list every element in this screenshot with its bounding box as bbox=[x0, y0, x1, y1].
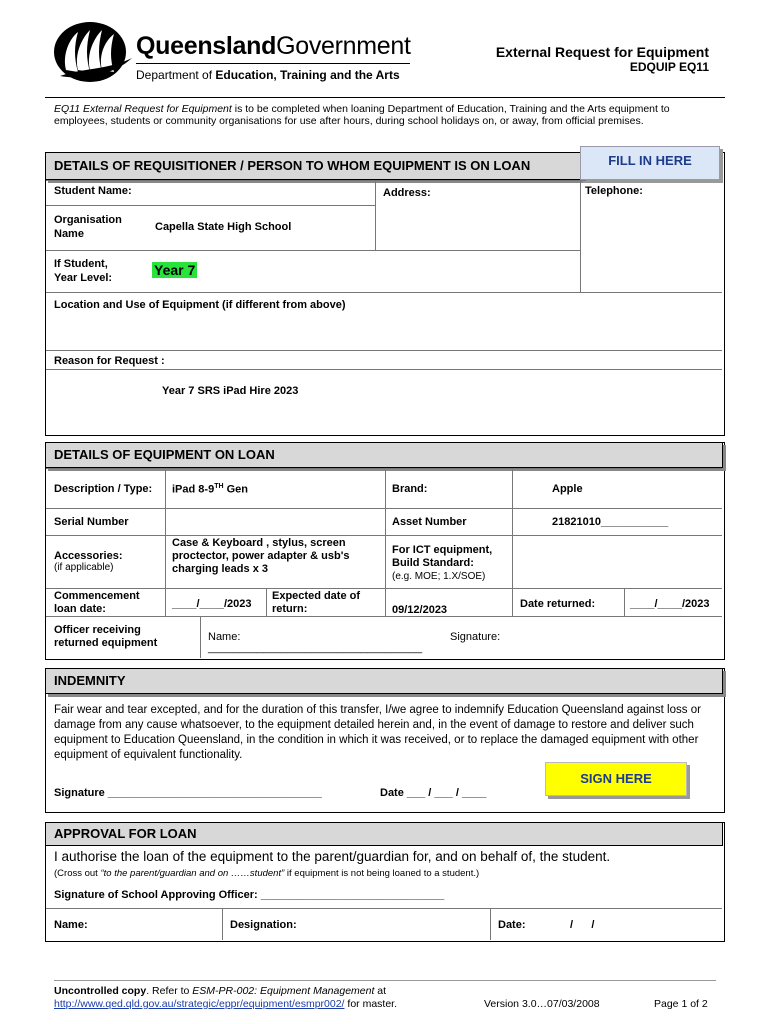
approval-cross-out-note: (Cross out “to the parent/guardian and on ……student” if equipment is not being loaned to a student.) bbox=[54, 868, 480, 879]
row-divider bbox=[46, 350, 722, 351]
col-divider bbox=[266, 588, 267, 616]
footer-version: Version 3.0…07/03/2008 bbox=[484, 998, 600, 1010]
row-divider bbox=[46, 292, 722, 293]
col-divider bbox=[385, 468, 386, 588]
expected-return-label: Expected date of return: bbox=[272, 590, 361, 615]
equipment-heading: DETAILS OF EQUIPMENT ON LOAN bbox=[45, 442, 723, 468]
col-divider bbox=[165, 468, 166, 588]
reason-value[interactable]: Year 7 SRS iPad Hire 2023 bbox=[162, 385, 299, 397]
col-divider bbox=[624, 588, 625, 616]
logo-queensland: Queensland bbox=[136, 32, 277, 60]
student-name-label: Student Name: bbox=[54, 185, 132, 197]
address-field[interactable] bbox=[378, 202, 578, 248]
officer-receiving-label: Officer receiving returned equipment bbox=[54, 624, 158, 649]
description-label: Description / Type: bbox=[54, 483, 153, 495]
row-divider bbox=[46, 508, 722, 509]
logo-underline bbox=[136, 63, 410, 64]
date-returned-label: Date returned: bbox=[520, 598, 596, 610]
row-divider bbox=[46, 616, 722, 617]
expected-return-value[interactable]: 09/12/2023 bbox=[392, 604, 448, 616]
year-level-label: If Student, Year Level: bbox=[54, 258, 113, 284]
accessories-label: Accessories: (if applicable) bbox=[54, 550, 123, 573]
footer-reference: Uncontrolled copy. Refer to ESM-PR-002: Equipment Management at http://www.qed.qld.gov.au/strategic/eppr/equipment/esmpr002/ for master. bbox=[54, 985, 397, 1010]
description-value[interactable]: iPad 8-9TH Gen bbox=[172, 483, 248, 496]
col-divider bbox=[385, 588, 386, 616]
indemnity-date-field[interactable]: Date ___ / ___ / ____ bbox=[380, 787, 487, 799]
intro-description: is to be completed when loaning Department of Education, Training and the Arts equipment to employees, students or community organisations for use after hours, during school holidays on, or away, from official premises. bbox=[54, 103, 670, 127]
col-divider bbox=[165, 588, 166, 616]
intro-text bbox=[54, 103, 714, 127]
logo-department-prefix: Department of bbox=[136, 68, 213, 82]
row-divider bbox=[46, 468, 722, 469]
requisitioner-heading: DETAILS OF REQUISITIONER / PERSON TO WHOM EQUIPMENT IS ON LOAN bbox=[45, 152, 587, 180]
document-title: External Request for Equipment bbox=[495, 44, 709, 60]
document-code: EDQUIP EQ11 bbox=[629, 60, 709, 74]
row-divider bbox=[46, 180, 586, 181]
location-use-label: Location and Use of Equipment (if different from above) bbox=[54, 299, 346, 311]
row-divider bbox=[46, 250, 580, 251]
logo-department-name: Education, Training and the Arts bbox=[215, 68, 400, 82]
reason-label: Reason for Request : bbox=[54, 355, 165, 367]
asset-number-value[interactable]: 21821010___________ bbox=[552, 516, 669, 528]
commencement-date-value[interactable]: ____/____/2023 bbox=[172, 598, 252, 610]
row-divider bbox=[46, 908, 722, 909]
year-level-value[interactable]: Year 7 bbox=[154, 262, 196, 278]
row-divider bbox=[46, 588, 722, 589]
serial-number-field[interactable] bbox=[168, 510, 383, 534]
col-divider bbox=[580, 180, 581, 292]
col-divider bbox=[200, 616, 201, 658]
col-divider bbox=[512, 588, 513, 616]
esm-link[interactable]: http://www.qed.qld.gov.au/strategic/eppr/equipment/esmpr002/ bbox=[54, 998, 345, 1010]
sign-here-button[interactable]: SIGN HERE bbox=[545, 762, 687, 796]
ict-build-standard-label: For ICT equipment, Build Standard: (e.g. MOE; 1.X/SOE) bbox=[392, 544, 493, 582]
indemnity-heading: INDEMNITY bbox=[45, 668, 723, 694]
fill-in-here-button[interactable]: FILL IN HERE bbox=[580, 146, 720, 180]
col-divider bbox=[375, 180, 376, 250]
approval-date-field[interactable]: / / bbox=[570, 919, 595, 931]
row-divider bbox=[46, 205, 375, 206]
footer-rule bbox=[54, 980, 716, 981]
serial-number-label: Serial Number bbox=[54, 516, 129, 528]
location-use-field[interactable] bbox=[48, 314, 720, 348]
intro-form-name: EQ11 External Request for Equipment bbox=[54, 103, 232, 115]
organisation-name-label: Organisation Name bbox=[54, 214, 122, 240]
col-divider bbox=[222, 908, 223, 940]
col-divider bbox=[490, 908, 491, 940]
address-label: Address: bbox=[383, 187, 431, 199]
organisation-name-value[interactable]: Capella State High School bbox=[155, 221, 292, 233]
telephone-field[interactable] bbox=[583, 200, 721, 290]
commencement-label: Commencement loan date: bbox=[54, 590, 140, 615]
approval-name-label: Name: bbox=[54, 919, 88, 931]
brand-value[interactable]: Apple bbox=[552, 483, 583, 495]
indemnity-text: Fair wear and tear excepted, and for the duration of this transfer, I/we agree to indemnify Education Queensland against loss or damage from any cause whatsoever, to the equipment detailed herein and, in the event of damage to restore and deliver such equipment to Education Queensland, in the condition in which it was received, or to replace the damaged equipment with other equipment of equivalent functionality. bbox=[54, 704, 701, 761]
footer-page-number: Page 1 of 2 bbox=[654, 998, 708, 1010]
approval-authorise-text: I authorise the loan of the equipment to the parent/guardian for, and on behalf of, the student. bbox=[54, 849, 611, 864]
officer-name-label: Name: bbox=[208, 631, 241, 643]
officer-signature-label: Signature: bbox=[450, 631, 501, 643]
crest-icon bbox=[52, 18, 134, 84]
government-logo bbox=[52, 18, 412, 84]
approval-designation-label: Designation: bbox=[230, 919, 297, 931]
approval-heading: APPROVAL FOR LOAN bbox=[45, 822, 723, 846]
approving-officer-signature-field[interactable]: Signature of School Approving Officer: ______________________________ bbox=[54, 889, 445, 901]
row-divider bbox=[46, 369, 722, 370]
officer-name-field[interactable]: ___________________________________ bbox=[208, 642, 423, 654]
col-divider bbox=[512, 468, 513, 588]
indemnity-signature-field[interactable]: Signature ___________________________________ bbox=[54, 787, 322, 799]
header-rule bbox=[45, 97, 725, 98]
ict-build-standard-field[interactable] bbox=[515, 537, 720, 586]
logo-government: Government bbox=[276, 32, 411, 60]
asset-number-label: Asset Number bbox=[392, 516, 467, 528]
telephone-label: Telephone: bbox=[585, 185, 643, 197]
brand-label: Brand: bbox=[392, 483, 428, 495]
row-divider bbox=[46, 535, 722, 536]
approval-date-label: Date: bbox=[498, 919, 526, 931]
accessories-value[interactable]: Case & Keyboard , stylus, screen proctector, power adapter & usb's charging leads x 3 bbox=[172, 537, 350, 575]
date-returned-value[interactable]: ____/____/2023 bbox=[630, 598, 710, 610]
student-name-field[interactable] bbox=[150, 182, 372, 206]
